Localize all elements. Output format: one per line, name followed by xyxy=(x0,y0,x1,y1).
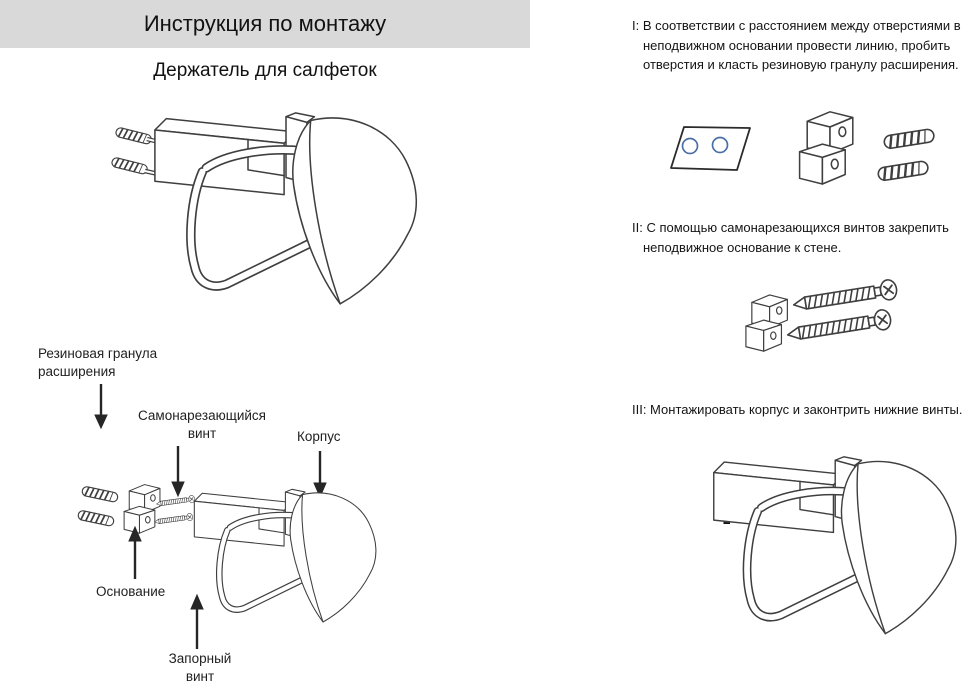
page-title: Инструкция по монтажу xyxy=(143,11,387,36)
step-1-text: I: В соответствии с расстоянием между отверстиями в неподвижном основании провести линию, пробить отверстия и класть резиновую гранулу расширения. xyxy=(632,18,961,72)
base-block-icon xyxy=(124,485,160,534)
wall-anchor-icon xyxy=(111,127,152,175)
step-3-illustration xyxy=(680,445,970,650)
assembled-holder-icon xyxy=(714,457,956,634)
label-rubber-granule: Резиновая гранула расширения xyxy=(38,346,158,379)
step-2-illustration xyxy=(720,272,910,362)
up-arrow-icon xyxy=(128,527,142,579)
drill-hole-icon xyxy=(683,139,698,154)
step-3-text: III: Монтажировать корпус и законтрить нижние винты. xyxy=(632,402,963,417)
base-block-icon xyxy=(800,112,853,184)
holder-body-icon xyxy=(194,489,376,622)
napkin-holder-icon xyxy=(155,113,416,304)
step-1-illustration xyxy=(640,100,960,200)
wall-plate-icon xyxy=(671,127,750,170)
label-self-tapping-screw: Самонарезающийся винт xyxy=(138,408,266,441)
base-block-icon xyxy=(746,295,787,351)
header-bar xyxy=(0,0,530,48)
wall-anchor-icon xyxy=(77,486,118,527)
step-2-text: II: С помощью самонарезающихся винтов закрепить неподвижное основание к стене. xyxy=(632,220,949,255)
screw-icon xyxy=(786,279,898,345)
label-base: Основание xyxy=(96,584,166,599)
drill-hole-icon xyxy=(713,138,728,153)
wall-anchor-icon xyxy=(877,128,934,181)
main-product-drawing xyxy=(85,95,425,335)
up-arrow-icon xyxy=(190,595,204,649)
down-arrow-icon xyxy=(94,384,108,428)
label-body: Корпус xyxy=(297,429,341,444)
product-subtitle: Держатель для салфеток xyxy=(153,60,377,81)
label-locking-screw: Запорный винт xyxy=(168,651,232,684)
